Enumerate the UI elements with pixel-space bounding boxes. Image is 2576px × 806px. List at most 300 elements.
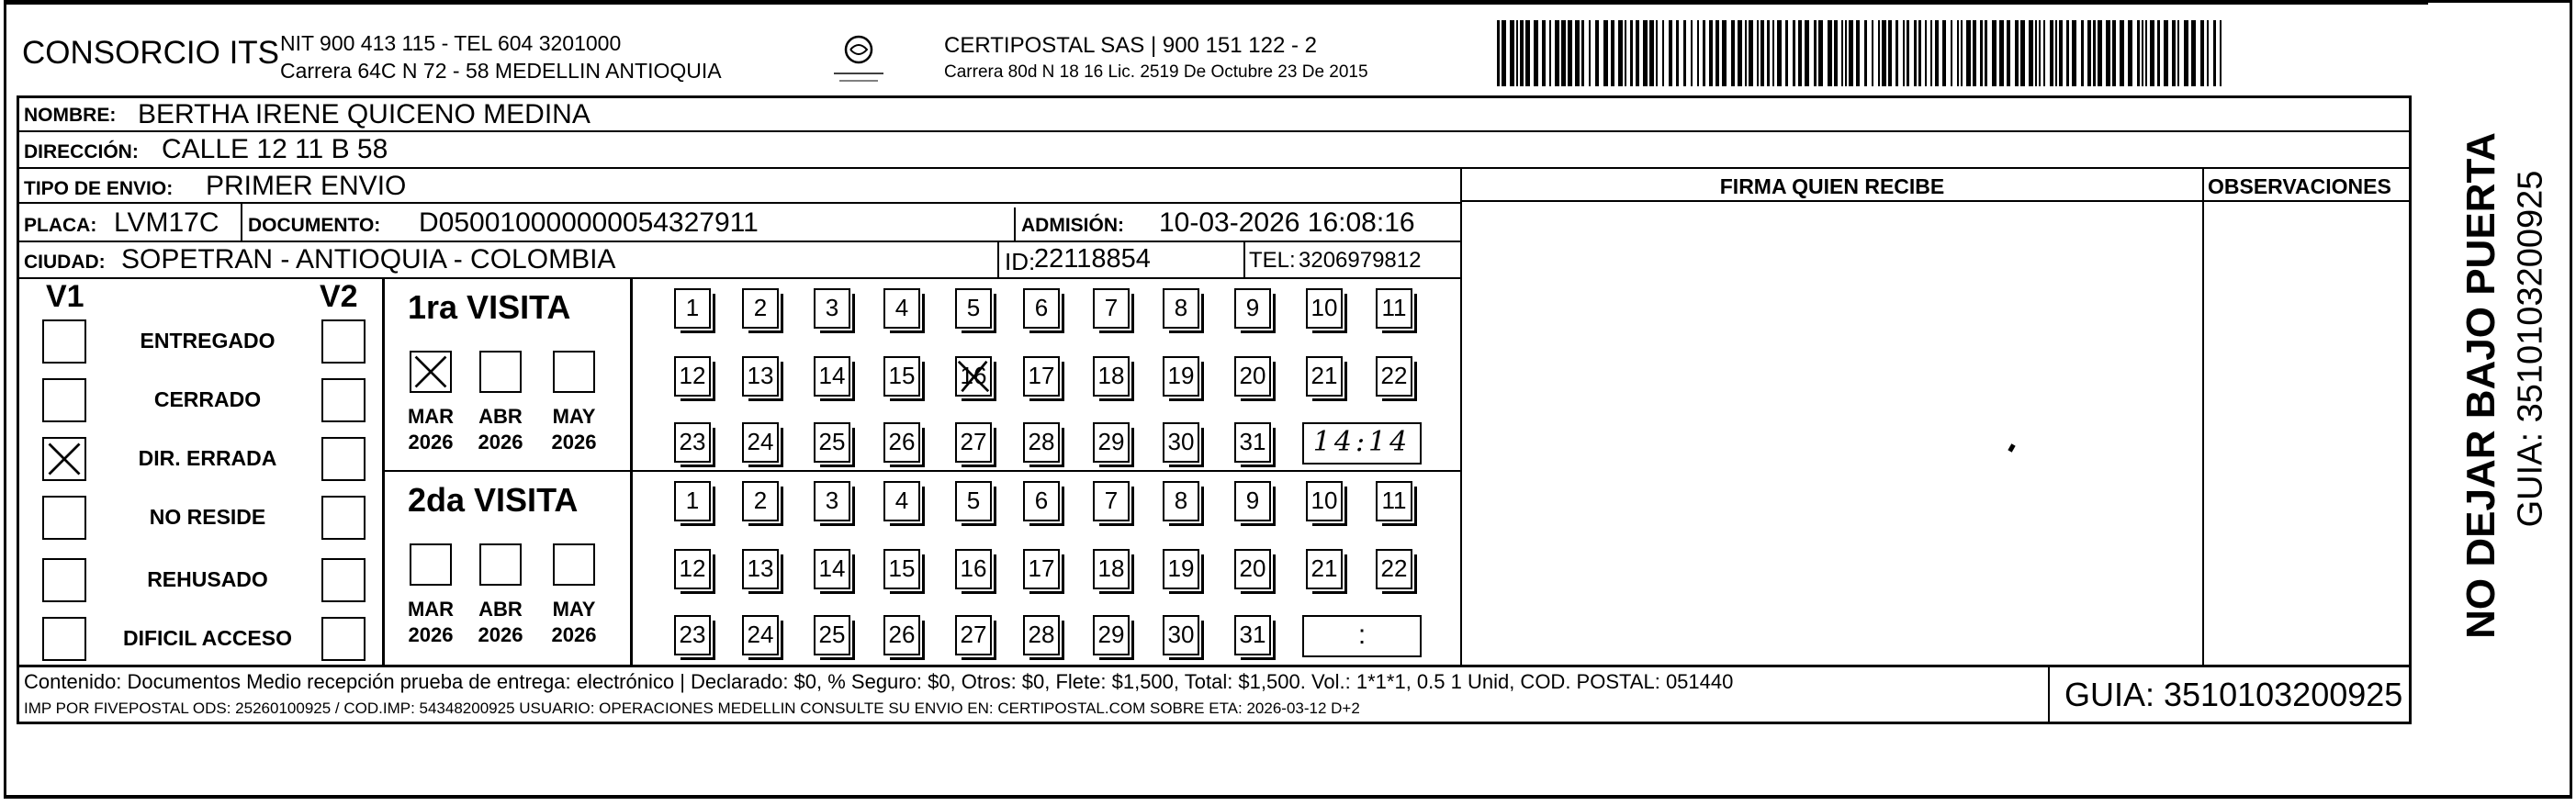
x-mark-icon: [44, 439, 84, 479]
tipo-envio-label: TIPO DE ENVIO:: [24, 178, 174, 199]
obs-col-left: [2202, 167, 2204, 666]
documento-value: D050010000000054327911: [419, 207, 759, 238]
day-box[interactable]: [883, 288, 920, 329]
month-label: MAR: [407, 598, 455, 621]
tel-sep: [1243, 242, 1245, 277]
barcode-bar: [1618, 20, 1623, 86]
day-box[interactable]: [742, 481, 779, 521]
status-v1-checkbox[interactable]: [42, 617, 86, 661]
placa-label: PLACA:: [24, 215, 97, 236]
barcode-bar: [2098, 20, 2102, 86]
day-box[interactable]: [883, 481, 920, 521]
barcode-bar: [1497, 20, 1500, 86]
status-label: CERRADO: [153, 387, 262, 411]
barcode-bar: [2072, 20, 2076, 86]
day-number: 17: [1028, 554, 1055, 582]
guia-footer: GUIA: 3510103200925: [2064, 676, 2403, 713]
day-box[interactable]: [814, 615, 850, 655]
barcode-bar: [1872, 20, 1873, 86]
day-number: 3: [825, 294, 839, 321]
month-label: MAY: [552, 405, 596, 428]
day-box[interactable]: [674, 422, 711, 463]
day-number: 1: [685, 294, 700, 321]
barcode-bar: [1942, 20, 1946, 86]
id-value: 22118854: [1034, 244, 1151, 274]
day-number: 25: [818, 621, 846, 648]
barcode-bar: [1662, 20, 1664, 86]
barcode-bar: [2142, 20, 2143, 86]
certipostal-logo-icon: [827, 33, 891, 84]
day-number: 27: [960, 428, 987, 455]
status-v2-checkbox[interactable]: [321, 437, 366, 481]
barcode-bar: [1930, 20, 1932, 86]
day-number: 22: [1380, 362, 1408, 389]
row-sep-3: [17, 202, 1460, 204]
status-col-right: [382, 277, 385, 666]
day-box[interactable]: [955, 481, 992, 521]
day-number: 20: [1239, 554, 1266, 582]
documento-label: DOCUMENTO:: [248, 215, 381, 236]
barcode-bar: [1669, 20, 1672, 86]
barcode-bar: [2220, 20, 2222, 86]
day-number: 4: [894, 487, 909, 514]
barcode-bar: [1882, 20, 1886, 86]
barcode-bar: [1957, 20, 1959, 86]
month-year: 2026: [551, 623, 597, 646]
form-top: [17, 95, 2412, 98]
barcode-bar: [1589, 20, 1591, 86]
status-v1-checkbox[interactable]: [42, 319, 86, 364]
day-box[interactable]: [1234, 288, 1271, 329]
firma-col-left: [1460, 167, 1462, 666]
observaciones-area[interactable]: [2206, 204, 2408, 665]
row-sep-5: [17, 277, 1460, 279]
barcode-bar: [1568, 20, 1572, 86]
barcode-bar: [1849, 20, 1853, 86]
id-label: ID:: [1005, 248, 1036, 275]
barcode-bar: [2120, 20, 2124, 86]
day-box[interactable]: [955, 356, 992, 397]
visit-title: 2da VISITA: [408, 481, 579, 519]
visit-time-field[interactable]: [1302, 422, 1422, 465]
day-box[interactable]: [674, 549, 711, 589]
day-number: 11: [1381, 487, 1407, 514]
day-number: 13: [747, 554, 774, 582]
day-box[interactable]: [1376, 549, 1412, 589]
day-number: 10: [1310, 294, 1338, 321]
day-box[interactable]: [742, 422, 779, 463]
day-number: 5: [966, 487, 981, 514]
barcode-bar: [1760, 20, 1764, 86]
guia-box-left: [2048, 665, 2050, 723]
day-number: 15: [888, 554, 916, 582]
status-v1-checkbox[interactable]: [42, 496, 86, 540]
row-sep-2: [17, 167, 2412, 169]
barcode-bar: [2112, 20, 2116, 86]
day-box[interactable]: [883, 549, 920, 589]
barcode-bar: [1691, 20, 1693, 86]
day-box[interactable]: [742, 356, 779, 397]
day-box[interactable]: [1093, 481, 1130, 521]
day-box[interactable]: [955, 288, 992, 329]
day-box[interactable]: [674, 481, 711, 521]
side-guia: GUIA: 3510103200925: [2511, 170, 2550, 528]
visit-time-field[interactable]: [1302, 615, 1422, 657]
day-box[interactable]: [814, 422, 850, 463]
month-label: MAR: [407, 405, 455, 428]
day-box[interactable]: [1163, 288, 1199, 329]
barcode-bar: [1793, 20, 1795, 86]
tel-label: TEL:: [1249, 248, 1296, 273]
nombre-value: BERTHA IRENE QUICENO MEDINA: [138, 99, 591, 129]
day-number: 20: [1239, 362, 1266, 389]
day-box[interactable]: [955, 422, 992, 463]
day-number: 17: [1028, 362, 1055, 389]
barcode-bar: [1703, 20, 1705, 86]
day-box[interactable]: [1023, 615, 1060, 655]
direccion-label: DIRECCIÓN:: [24, 141, 139, 162]
barcode-bar: [1841, 20, 1843, 86]
admision-value: 10-03-2026 16:08:16: [1159, 207, 1415, 238]
barcode-bar: [1738, 20, 1742, 86]
barcode-bar: [2191, 20, 2196, 86]
status-v2-checkbox[interactable]: [321, 319, 366, 364]
day-number: 5: [966, 294, 981, 321]
barcode-bar: [1709, 20, 1713, 86]
barcode-bar: [1828, 20, 1832, 86]
day-box[interactable]: [1306, 288, 1343, 329]
day-number: 14: [818, 554, 846, 582]
day-number: 30: [1167, 428, 1195, 455]
visit-title: 1ra VISITA: [408, 288, 571, 326]
barcode-bar: [2029, 20, 2033, 86]
day-box[interactable]: [674, 615, 711, 655]
day-box[interactable]: [814, 481, 850, 521]
day-number: 13: [747, 362, 774, 389]
barcode-bar: [1798, 20, 1802, 86]
barcode-bar: [1502, 20, 1506, 86]
month-year: 2026: [551, 431, 597, 453]
imp-text: IMP POR FIVEPOSTAL ODS: 25260100925 / COD.IMP: 54348200925 USUARIO: OPERACIONES MEDELLIN CONSULTE SU ENVIO EN: CERTIPOSTAL.COM SOBRE ETA: 2026-03-12 D+2: [24, 700, 1360, 717]
barcode-bar: [2059, 20, 2063, 86]
header-border-top: [4, 2, 2428, 5]
barcode-bar: [2081, 20, 2084, 86]
status-label: DIFICIL ACCESO: [122, 626, 292, 650]
barcode-bar: [1722, 20, 1727, 86]
day-number: 24: [747, 621, 774, 648]
placa-sep: [241, 202, 242, 241]
barcode-bar: [1625, 20, 1626, 86]
day-box[interactable]: [955, 549, 992, 589]
day-number: 18: [1097, 362, 1125, 389]
day-box[interactable]: [674, 288, 711, 329]
barcode-bar: [1697, 20, 1699, 86]
visit-time-value: 14:14: [1312, 426, 1412, 458]
admision-sep: [1014, 207, 1016, 241]
barcode-bar: [1630, 20, 1633, 86]
barcode-bar: [1992, 20, 1997, 86]
day-box[interactable]: [1023, 356, 1060, 397]
status-v1-checkbox[interactable]: [42, 378, 86, 422]
barcode-bar: [1575, 20, 1580, 86]
barcode-bar: [1878, 20, 1880, 86]
barcode-bar: [1785, 20, 1788, 86]
day-box[interactable]: [1234, 481, 1271, 521]
day-box[interactable]: [1234, 615, 1271, 655]
day-box[interactable]: [1093, 356, 1130, 397]
month-year: 2026: [408, 623, 454, 646]
barcode-bar: [1777, 20, 1782, 86]
barcode-bar: [2093, 20, 2096, 86]
barcode-bar: [1525, 20, 1530, 86]
day-box[interactable]: [1234, 356, 1271, 397]
tipo-envio-value: PRIMER ENVIO: [206, 171, 407, 201]
frame-right: [2570, 0, 2572, 797]
day-box[interactable]: [1376, 356, 1412, 397]
day-box[interactable]: [1163, 356, 1199, 397]
barcode-bar: [2106, 20, 2110, 86]
day-box[interactable]: [674, 356, 711, 397]
day-number: 28: [1028, 621, 1055, 648]
barcode-bar: [1973, 20, 1976, 86]
barcode-bar: [1649, 20, 1654, 86]
certipostal-address: Carrera 80d N 18 16 Lic. 2519 De Octubre 23 De 2015: [944, 62, 1368, 82]
day-box[interactable]: [883, 615, 920, 655]
month-label: MAY: [552, 598, 596, 621]
tel-value: 3206979812: [1299, 248, 1422, 273]
day-box[interactable]: [742, 549, 779, 589]
barcode-bar: [1918, 20, 1921, 86]
day-box[interactable]: [742, 288, 779, 329]
form-right: [2409, 95, 2412, 723]
side-warning: NO DEJAR BAJO PUERTA: [2458, 132, 2503, 639]
day-box[interactable]: [1093, 288, 1130, 329]
day-box[interactable]: [1163, 481, 1199, 521]
barcode-bar: [1980, 20, 1983, 86]
day-box[interactable]: [1163, 422, 1199, 463]
day-box[interactable]: [955, 615, 992, 655]
status-v2-checkbox[interactable]: [321, 558, 366, 602]
barcode-bar: [1555, 20, 1559, 86]
x-mark-icon: [411, 353, 450, 391]
barcode-bar: [1683, 20, 1686, 86]
barcode-bar: [1549, 20, 1551, 86]
month-label: ABR: [478, 598, 523, 621]
month-checkbox[interactable]: [553, 351, 595, 393]
barcode-bar: [2150, 20, 2154, 86]
barcode-bar: [1805, 20, 1809, 86]
day-number: 31: [1239, 621, 1266, 648]
row-sep-3b: [1460, 200, 2412, 202]
day-number: 16: [960, 554, 987, 582]
barcode-bar: [1656, 20, 1658, 86]
placa-value: LVM17C: [114, 207, 219, 238]
nombre-label: NOMBRE:: [24, 105, 117, 126]
barcode-bar: [1749, 20, 1753, 86]
status-v2-checkbox[interactable]: [321, 617, 366, 661]
day-number: 26: [888, 621, 916, 648]
barcode-bar: [1561, 20, 1566, 86]
company-name: CONSORCIO ITS: [22, 35, 280, 71]
month-checkbox[interactable]: [410, 543, 452, 586]
day-number: 8: [1174, 487, 1188, 514]
day-number: 21: [1310, 554, 1338, 582]
month-col-right: [630, 277, 633, 666]
barcode-bar: [1595, 20, 1599, 86]
day-number: 1: [685, 487, 700, 514]
day-box[interactable]: [1093, 422, 1130, 463]
address-line: Carrera 64C N 72 - 58 MEDELLIN ANTIOQUIA: [280, 59, 722, 83]
barcode-bar: [2164, 20, 2168, 86]
barcode-bar: [1856, 20, 1860, 86]
barcode-bar: [1772, 20, 1774, 86]
day-number: 12: [679, 362, 706, 389]
barcode-bar: [1636, 20, 1639, 86]
day-number: 2: [753, 487, 768, 514]
day-number: 27: [960, 621, 987, 648]
barcode-bar: [1925, 20, 1927, 86]
day-box[interactable]: [1376, 288, 1412, 329]
month-checkbox[interactable]: [553, 543, 595, 586]
barcode-bar: [2157, 20, 2160, 86]
day-number: 23: [679, 428, 706, 455]
day-number: 7: [1104, 487, 1119, 514]
day-box[interactable]: [1306, 356, 1343, 397]
day-number: 22: [1380, 554, 1408, 582]
status-label: DIR. ERRADA: [138, 446, 277, 470]
barcode-bar: [1757, 20, 1759, 86]
day-box[interactable]: [814, 356, 850, 397]
month-year: 2026: [478, 623, 523, 646]
day-number: 4: [894, 294, 909, 321]
day-number: 14: [818, 362, 846, 389]
status-v2-checkbox[interactable]: [321, 496, 366, 540]
firma-header: FIRMA QUIEN RECIBE: [1719, 174, 1945, 198]
barcode-bar: [1818, 20, 1823, 86]
day-number: 3: [825, 487, 839, 514]
barcode-bar: [1715, 20, 1719, 86]
barcode-bar: [1999, 20, 2004, 86]
barcode-bar: [2087, 20, 2091, 86]
day-box[interactable]: [1376, 481, 1412, 521]
barcode-bar: [1814, 20, 1817, 86]
footer-sep: [17, 665, 2412, 667]
v1-label: V1: [46, 279, 84, 314]
day-box[interactable]: [1163, 549, 1199, 589]
barcode-bar: [2007, 20, 2010, 86]
day-box[interactable]: [1163, 615, 1199, 655]
v2-label: V2: [320, 279, 358, 314]
day-number: 31: [1239, 428, 1266, 455]
day-box[interactable]: [1306, 549, 1343, 589]
day-number: 9: [1245, 487, 1260, 514]
id-sep: [997, 242, 999, 277]
barcode-bar: [1888, 20, 1892, 86]
day-number: 29: [1097, 621, 1125, 648]
day-number: 6: [1034, 487, 1049, 514]
day-box[interactable]: [1023, 422, 1060, 463]
barcode-bar: [1520, 20, 1524, 86]
barcode-bar: [1845, 20, 1847, 86]
month-label: ABR: [478, 405, 523, 428]
day-box[interactable]: [1234, 422, 1271, 463]
month-checkbox[interactable]: [479, 351, 522, 393]
day-box[interactable]: [1023, 481, 1060, 521]
day-box[interactable]: [1093, 615, 1130, 655]
barcode-bar: [1966, 20, 1971, 86]
day-number: 18: [1097, 554, 1125, 582]
status-v1-checkbox[interactable]: [42, 437, 86, 481]
visit-time-value: :: [1357, 620, 1367, 650]
barcode-bar: [1935, 20, 1939, 86]
day-number: 25: [818, 428, 846, 455]
row-sep-1: [17, 130, 2412, 132]
status-v1-checkbox[interactable]: [42, 558, 86, 602]
barcode-bar: [1611, 20, 1614, 86]
barcode-bar: [1510, 20, 1514, 86]
month-checkbox[interactable]: [479, 543, 522, 586]
barcode-bar: [1767, 20, 1770, 86]
day-box[interactable]: [1023, 549, 1060, 589]
day-box[interactable]: [1093, 549, 1130, 589]
barcode-bar: [1516, 20, 1518, 86]
month-checkbox[interactable]: [410, 351, 452, 393]
day-box[interactable]: [1306, 481, 1343, 521]
firma-area[interactable]: [1464, 204, 2200, 665]
barcode-bar: [2020, 20, 2025, 86]
barcode-bar: [1603, 20, 1608, 86]
day-number: 29: [1097, 428, 1125, 455]
day-box[interactable]: [883, 422, 920, 463]
day-box[interactable]: [883, 356, 920, 397]
day-box[interactable]: [814, 288, 850, 329]
barcode-bar: [1951, 20, 1952, 86]
x-mark-icon: [957, 358, 990, 395]
barcode-bar: [1581, 20, 1584, 86]
barcode-bar: [1903, 20, 1905, 86]
barcode-bar: [2145, 20, 2147, 86]
day-box[interactable]: [1023, 288, 1060, 329]
barcode-bar: [1961, 20, 1963, 86]
barcode-bar: [1745, 20, 1747, 86]
day-number: 26: [888, 428, 916, 455]
day-number: 15: [888, 362, 916, 389]
day-number: 2: [753, 294, 768, 321]
day-number: 12: [679, 554, 706, 582]
barcode-bar: [1907, 20, 1909, 86]
certipostal-line: CERTIPOSTAL SAS | 900 151 122 - 2: [944, 33, 1317, 58]
status-label: REHUSADO: [147, 567, 268, 591]
status-v2-checkbox[interactable]: [321, 378, 366, 422]
barcode-bar: [2200, 20, 2204, 86]
day-box[interactable]: [1234, 549, 1271, 589]
barcode-bar: [2172, 20, 2176, 86]
day-number: 11: [1381, 294, 1407, 321]
barcode-bar: [2055, 20, 2057, 86]
day-number: 23: [679, 621, 706, 648]
day-box[interactable]: [742, 615, 779, 655]
observaciones-header: OBSERVACIONES: [2208, 174, 2391, 198]
day-number: 21: [1310, 362, 1338, 389]
frame-bottom: [4, 795, 2572, 799]
day-number: 8: [1174, 294, 1188, 321]
day-number: 9: [1245, 294, 1260, 321]
day-number: 16: [960, 362, 987, 389]
barcode-bar: [1643, 20, 1648, 86]
barcode-bar: [2050, 20, 2053, 86]
day-box[interactable]: [814, 549, 850, 589]
day-number: 19: [1167, 362, 1195, 389]
